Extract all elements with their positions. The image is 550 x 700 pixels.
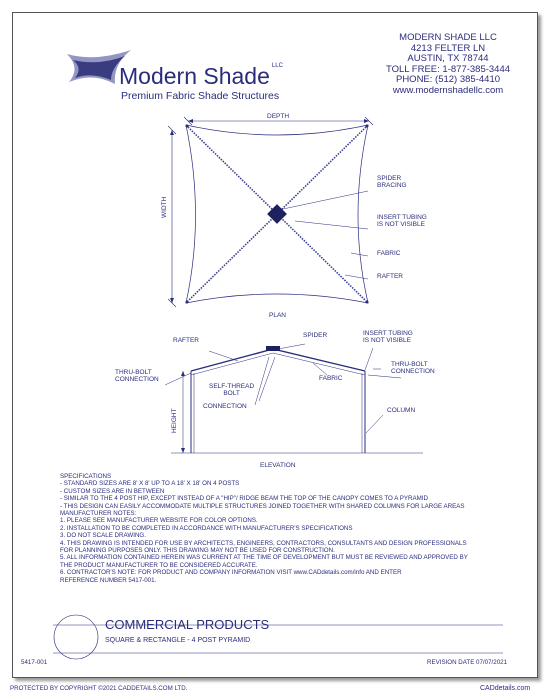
plan-callout-insert-tubing: INSERT TUBING IS NOT VISIBLE [377, 214, 427, 228]
manufacturer-notes-heading: MANUFACTURER NOTES: [60, 510, 137, 518]
revision-date: REVISION DATE 07/07/2021 [427, 659, 508, 666]
company-address-1: 4213 FELTER LN [410, 42, 486, 54]
depth-label: DEPTH [267, 113, 290, 120]
drawing-subtitle: SQUARE & RECTANGLE - 4 POST PYRAMID [105, 637, 251, 644]
width-label: WIDTH [161, 196, 168, 218]
elev-callout-connection: CONNECTION [203, 403, 247, 410]
note-item: 4. THIS DRAWING IS INTENDED FOR USE BY ARCHITECTS, ENGINEERS, CONTRACTORS, CONSULTANTS AND DESIGN PROFESSIONALS [60, 539, 467, 547]
note-item: 5. ALL INFORMATION CONTAINED HEREIN WAS CURRENT AT THE TIME OF DEVELOPMENT BUT MUST BE REVIEWED AND APPROVED BY [60, 554, 468, 562]
spec-item: - THIS DESIGN CAN EASILY ACCOMMODATE MULTIPLE STRUCTURES JOINED TOGETHER WITH SHARED COLUMNS FOR LARGE AREAS [60, 502, 465, 510]
plan-title: PLAN [269, 312, 286, 319]
company-website: www.modernshadellc.com [392, 84, 504, 96]
spec-item: - STANDARD SIZES ARE 8' X 8' UP TO A 18' X 18' ON 4 POSTS [60, 480, 240, 488]
company-tollfree: TOLL FREE: 1-877-385-3444 [385, 63, 511, 75]
note-item: 6. CONTRACTOR'S NOTE: FOR PRODUCT AND COMPANY INFORMATION VISIT www.CADdetails.com/info AND ENTER [60, 569, 402, 577]
spec-item: - SIMILAR TO THE 4 POST HIP, EXCEPT INSTEAD OF A "HIP"/ RIDGE BEAM THE TOP OF THE CANOPY COMES TO A PYRAMID [60, 495, 428, 503]
note-item: 3. DO NOT SCALE DRAWING. [60, 532, 146, 540]
spec-item: - CUSTOM SIZES ARE IN BETWEEN [60, 487, 165, 495]
brand-name: Modern Shade $^{LLC}$ [119, 63, 283, 89]
elev-callout-rafter: RAFTER [173, 337, 199, 344]
specifications-heading: SPECIFICATIONS [60, 473, 112, 480]
category-title: COMMERCIAL PRODUCTS [105, 617, 270, 632]
brand-tagline: Premium Fabric Shade Structures [121, 90, 280, 102]
elev-callout-insert-tubing: INSERT TUBING IS NOT VISIBLE [363, 330, 413, 344]
note-item: 1. PLEASE SEE MANUFACTURER WEBSITE FOR COLOR OPTIONS. [60, 517, 258, 525]
drawing-number: 5417-001 [21, 659, 48, 666]
company-address-2: AUSTIN, TX 78744 [407, 53, 489, 64]
elev-callout-fabric: FABRIC [319, 375, 343, 382]
elev-callout-self-thread-bolt: SELF-THREAD BOLT [209, 383, 255, 397]
note-item: REFERENCE NUMBER 5417-001. [60, 576, 157, 584]
elev-callout-thru-bolt-left: THRU-BOLT CONNECTION [115, 369, 159, 383]
drawing-sheet [12, 12, 538, 678]
plan-callout-spider-bracing: SPIDER BRACING [377, 175, 407, 189]
plan-callout-rafter: RAFTER [377, 273, 403, 280]
elev-callout-thru-bolt-right: THRU-BOLT CONNECTION [391, 361, 435, 375]
note-item: 2. INSTALLATION TO BE COMPLETED IN ACCORDANCE WITH MANUFACTURER'S SPECIFICATIONS [60, 524, 353, 532]
copyright-notice: PROTECTED BY COPYRIGHT ©2021 CADDETAILS.COM LTD. [10, 685, 188, 692]
note-item: THE PRODUCT MANUFACTURER TO BE CONSIDERED ACCURATE. [60, 561, 258, 569]
site-link[interactable]: CADdetails.com [480, 685, 531, 692]
company-phone: PHONE: (512) 385-4410 [395, 74, 501, 85]
elev-callout-spider: SPIDER [303, 332, 328, 339]
elevation-title: ELEVATION [260, 462, 296, 469]
plan-callout-fabric: FABRIC [377, 250, 401, 257]
title-block-frame [13, 13, 537, 677]
height-label: HEIGHT [171, 408, 178, 433]
elev-callout-column: COLUMN [387, 407, 416, 414]
note-item: FOR PLANNING PURPOSES ONLY. THIS DRAWING MAY NOT BE USED FOR CONSTRUCTION. [60, 547, 335, 555]
company-name: MODERN SHADE LLC [399, 32, 497, 43]
